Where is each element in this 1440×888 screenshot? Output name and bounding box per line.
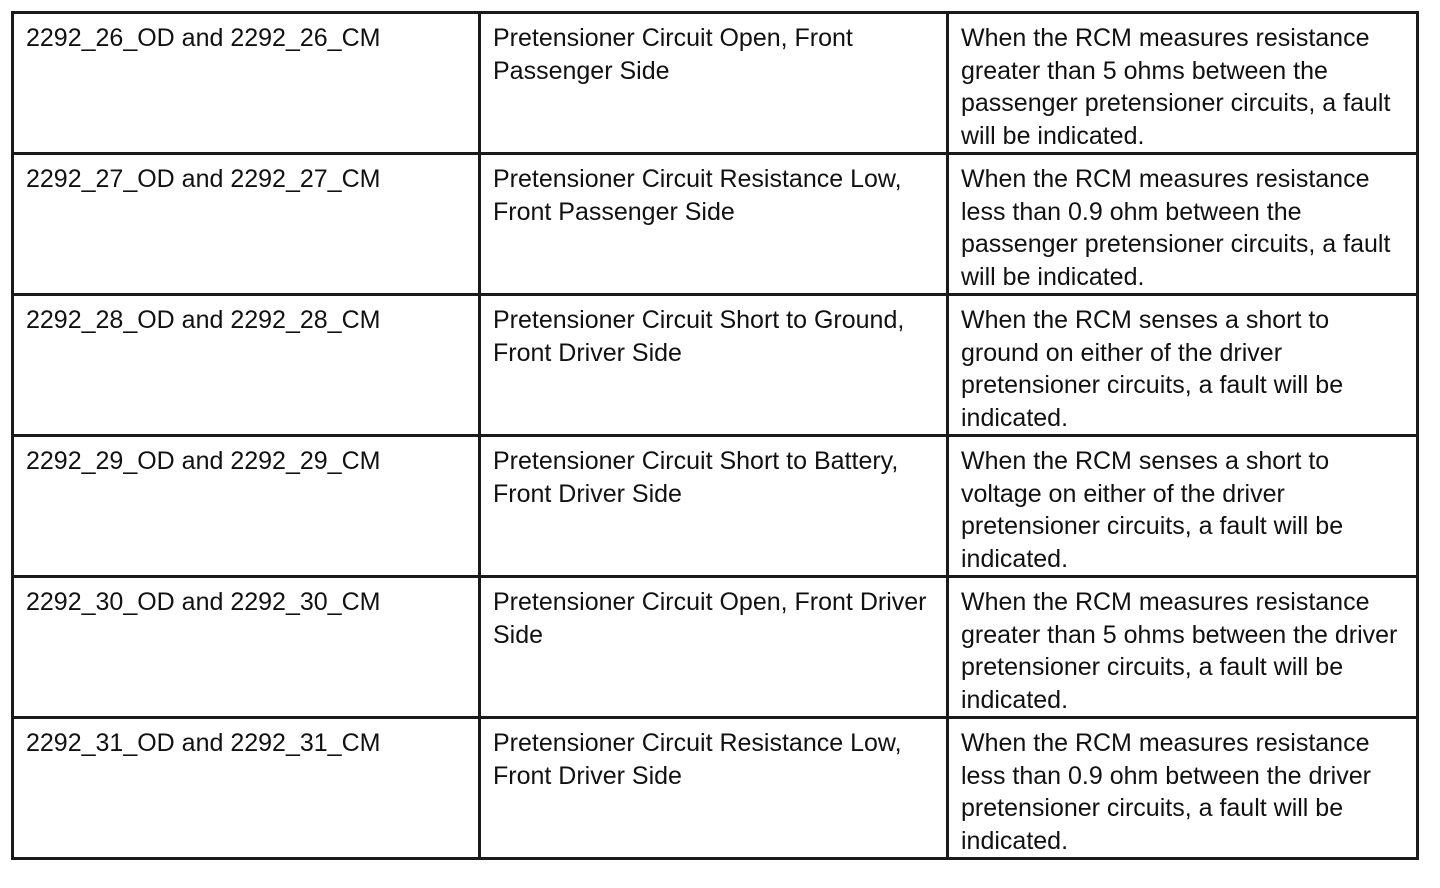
fault-code-cell (13, 718, 480, 859)
fault-name-cell (480, 295, 948, 436)
fault-description-cell (948, 154, 1418, 295)
fault-code-text: 2292_27_OD and 2292_27_CM (26, 165, 381, 193)
fault-code-cell (13, 436, 480, 577)
fault-code-table-body (13, 13, 1418, 859)
fault-code-cell (13, 154, 480, 295)
fault-name-text: Pretensioner Circuit Open, Front Passenger Side (493, 24, 853, 85)
fault-name-cell (480, 577, 948, 718)
table-row (13, 577, 1418, 718)
fault-name-cell (480, 436, 948, 577)
table-row (13, 295, 1418, 436)
fault-description-cell (948, 436, 1418, 577)
fault-description-cell (948, 13, 1418, 154)
fault-code-text: 2292_26_OD and 2292_26_CM (26, 24, 381, 52)
fault-name-text: Pretensioner Circuit Short to Ground, Front Driver Side (493, 306, 905, 367)
fault-name-cell (480, 718, 948, 859)
table-row (13, 436, 1418, 577)
table-row (13, 13, 1418, 154)
fault-name-cell (480, 154, 948, 295)
table-row (13, 154, 1418, 295)
fault-code-cell (13, 577, 480, 718)
fault-name-text: Pretensioner Circuit Short to Battery, Front Driver Side (493, 447, 899, 508)
fault-description-text: When the RCM measures resistance greater than 5 ohms between the passenger pretensioner circuits, a fault will be indicated. (961, 24, 1391, 150)
fault-description-text: When the RCM measures resistance less than 0.9 ohm between the driver pretensioner circuits, a fault will be indicated. (961, 729, 1371, 855)
fault-code-table (11, 11, 1419, 860)
fault-code-text: 2292_30_OD and 2292_30_CM (26, 588, 381, 616)
fault-code-text: 2292_29_OD and 2292_29_CM (26, 447, 381, 475)
fault-code-text: 2292_31_OD and 2292_31_CM (26, 729, 381, 757)
fault-description-text: When the RCM senses a short to ground on either of the driver pretensioner circuits, a fault will be indicated. (961, 306, 1344, 432)
fault-description-cell (948, 718, 1418, 859)
fault-name-text: Pretensioner Circuit Resistance Low, Front Passenger Side (493, 165, 902, 226)
fault-code-text: 2292_28_OD and 2292_28_CM (26, 306, 381, 334)
fault-code-cell (13, 295, 480, 436)
fault-description-cell (948, 295, 1418, 436)
fault-description-text: When the RCM measures resistance greater than 5 ohms between the driver pretensioner circuits, a fault will be indicated. (961, 588, 1398, 714)
fault-name-cell (480, 13, 948, 154)
fault-description-cell (948, 577, 1418, 718)
fault-name-text: Pretensioner Circuit Open, Front Driver Side (493, 588, 927, 649)
fault-description-text: When the RCM measures resistance less than 0.9 ohm between the passenger pretensioner circuits, a fault will be indicated. (961, 165, 1391, 291)
fault-name-text: Pretensioner Circuit Resistance Low, Front Driver Side (493, 729, 902, 790)
table-row (13, 718, 1418, 859)
fault-description-text: When the RCM senses a short to voltage on either of the driver pretensioner circuits, a fault will be indicated. (961, 447, 1344, 573)
fault-code-cell (13, 13, 480, 154)
